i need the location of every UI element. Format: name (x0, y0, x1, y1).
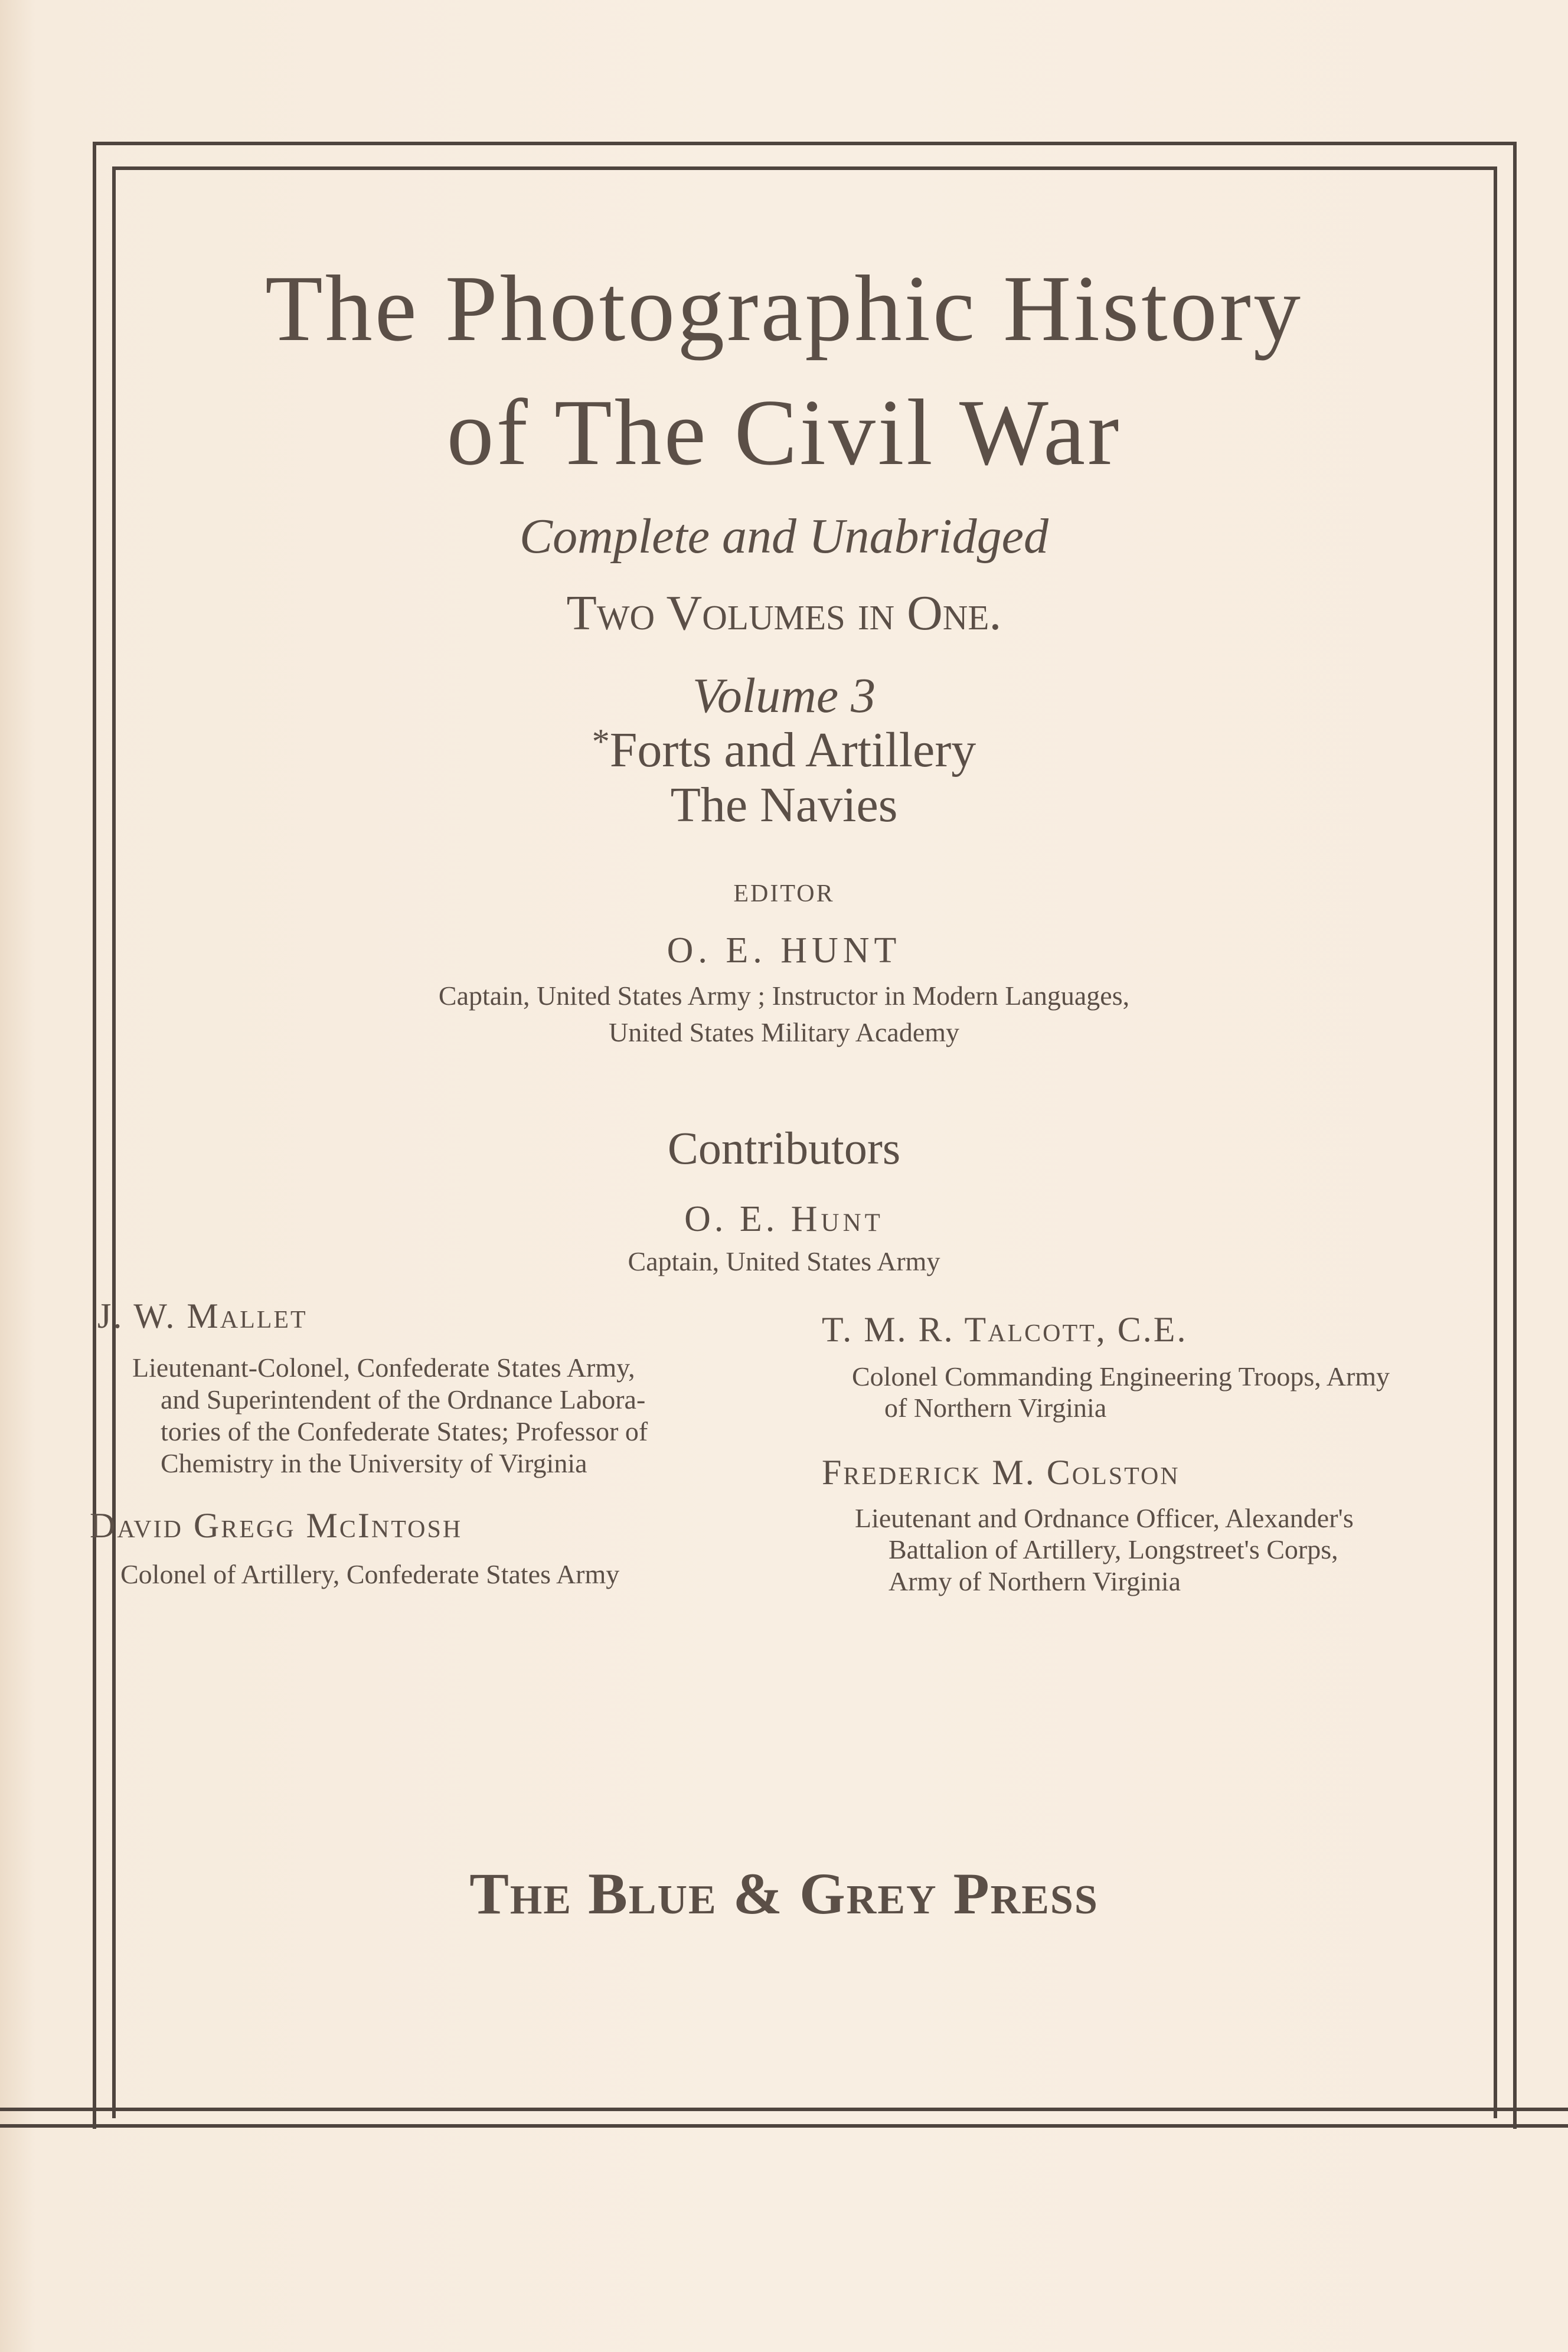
title-line-2: of The Civil War (446, 380, 1122, 485)
contributor-desc: Colonel of Artillery, Confederate States Army (120, 1559, 620, 1589)
part-1-text: Forts and Artillery (609, 723, 976, 778)
subtitle: Complete and Unabridged (520, 509, 1048, 564)
contributor-desc: Colonel Commanding Engineering Troops, Army (852, 1361, 1390, 1391)
editor-desc-1: Captain, United States Army ; Instructor in Modern Languages, (438, 981, 1130, 1011)
contributor-desc: of Northern Virginia (884, 1393, 1107, 1423)
editor-heading: EDITOR (733, 880, 835, 907)
title-line-1: The Photographic History (265, 256, 1303, 361)
asterisk: * (592, 722, 610, 761)
contributor-desc: Battalion of Artillery, Longstreet's Corps, (888, 1534, 1338, 1564)
contributor-lead-name: O. E. Hunt (684, 1199, 884, 1239)
editor-name: O. E. HUNT (667, 930, 901, 971)
contributors-heading: Contributors (667, 1122, 901, 1174)
contributor-lead-desc: Captain, United States Army (628, 1246, 940, 1276)
volume-label: Volume 3 (692, 668, 876, 723)
contributor-name: David Gregg McIntosh (90, 1506, 463, 1545)
contributor-desc: tories of the Confederate States; Professor of (161, 1416, 648, 1446)
contributor-desc: Army of Northern Virginia (888, 1566, 1181, 1596)
contributor-desc: Lieutenant-Colonel, Confederate States Army, (132, 1353, 635, 1383)
contributor-desc: Chemistry in the University of Virginia (161, 1448, 587, 1478)
edition: Two Volumes in One. (566, 586, 1002, 641)
contributor-name: T. M. R. Talcott, C.E. (822, 1310, 1188, 1349)
bottom-rule (0, 2124, 1568, 2128)
publisher: The Blue & Grey Press (469, 1861, 1099, 1926)
contributor-name: Frederick M. Colston (822, 1453, 1180, 1492)
editor-desc-2: United States Military Academy (608, 1017, 960, 1047)
contributor-desc: and Superintendent of the Ordnance Labora- (161, 1384, 646, 1415)
contributor-desc: Lieutenant and Ordnance Officer, Alexander's (855, 1503, 1354, 1533)
volume-part-2: The Navies (670, 778, 898, 832)
volume-part-1 (0, 721, 1568, 779)
contributor-name: J. W. Mallet (97, 1296, 308, 1335)
bottom-rule (0, 2108, 1568, 2111)
